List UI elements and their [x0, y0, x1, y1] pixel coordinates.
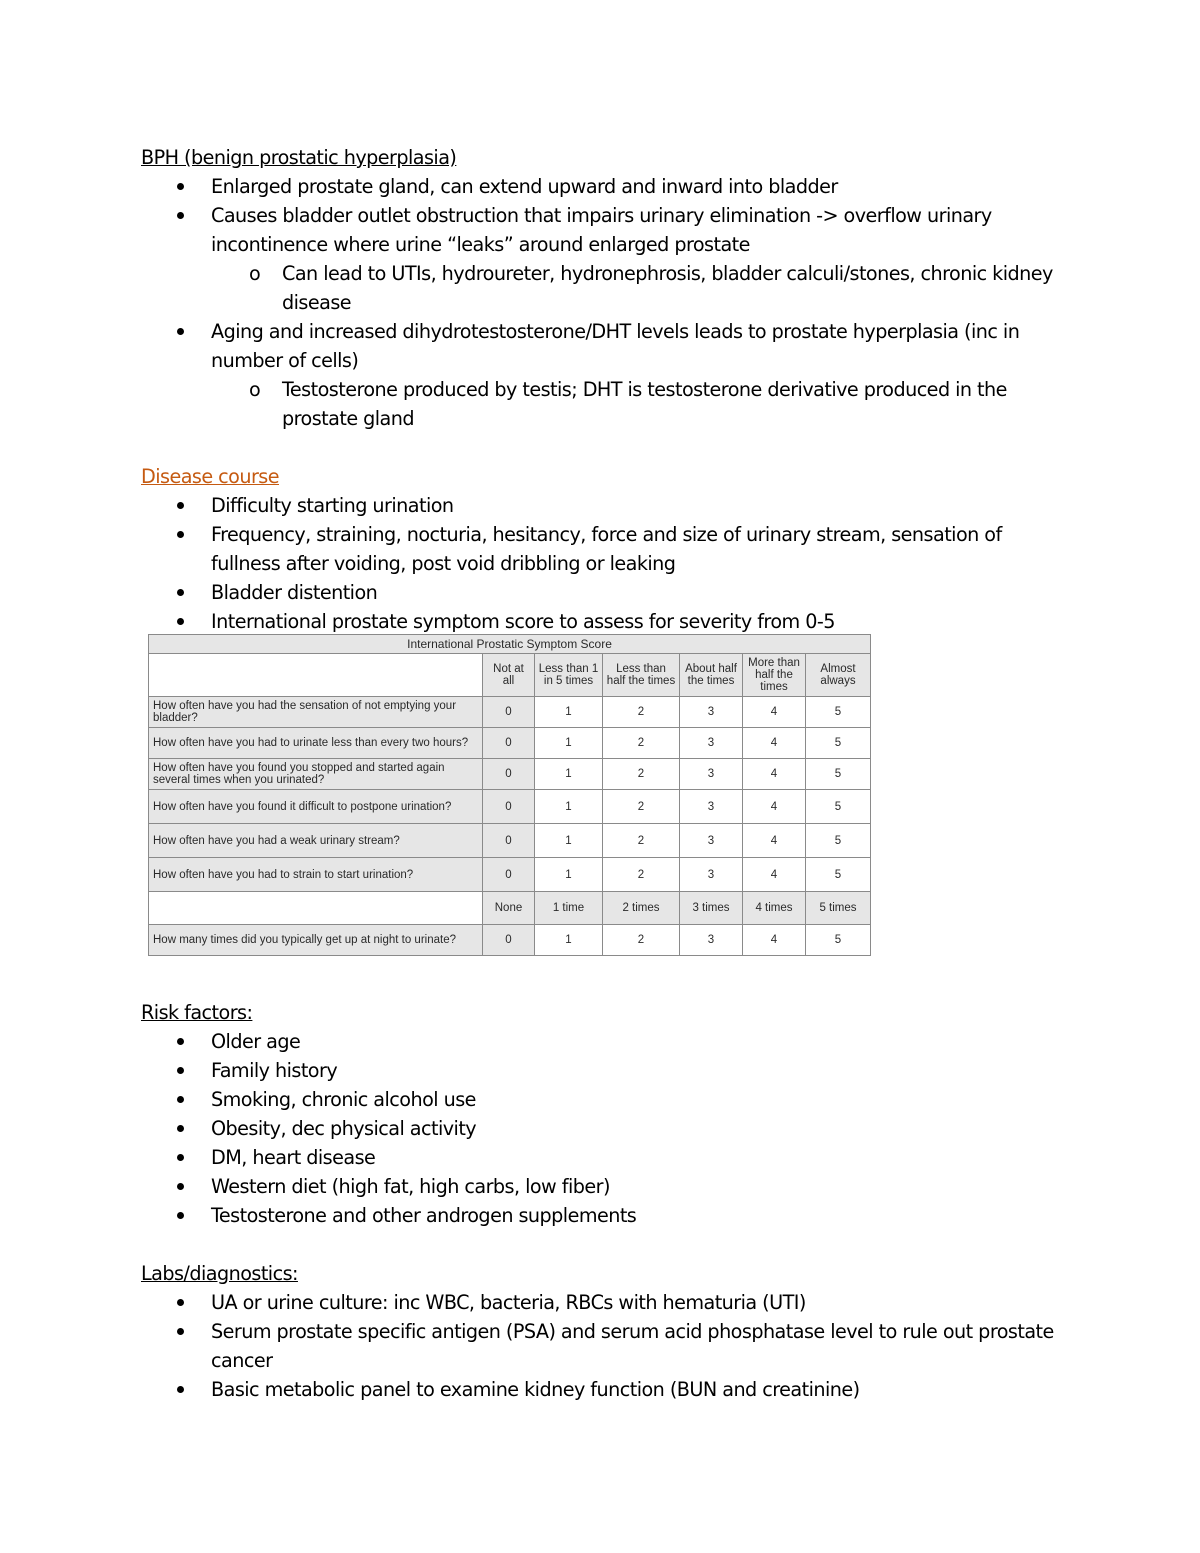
score-cell: 2: [603, 925, 680, 956]
score-cell: 3: [680, 697, 743, 728]
score-cell: 5: [806, 925, 871, 956]
ipss-table: [148, 634, 871, 956]
table-row: [149, 728, 871, 759]
table-row: [149, 697, 871, 728]
sub-list-item: o Testosterone produced by testis; DHT is testosterone derivative produced in the prostate gland: [141, 375, 1071, 433]
list-item: Basic metabolic panel to examine kidney function (BUN and creatinine): [141, 1375, 1071, 1404]
score-cell: 3: [680, 824, 743, 858]
score-cell: 2: [603, 790, 680, 824]
table-row: [149, 925, 871, 956]
score-cell: 4: [743, 728, 806, 759]
sub-list-item: o Can lead to UTIs, hydroureter, hydronephrosis, bladder calculi/stones, chronic kidney disease: [141, 259, 1071, 317]
column-header: 4 times: [743, 892, 806, 925]
list-item: DM, heart disease: [141, 1143, 1071, 1172]
list-item: Bladder distention: [141, 578, 1071, 607]
column-header: 1 time: [535, 892, 603, 925]
list-item: Causes bladder outlet obstruction that impairs urinary elimination -> overflow urinary incontinence where urine “leaks” around enlarged prostate: [141, 201, 1071, 259]
score-cell: 5: [806, 824, 871, 858]
list-item: Smoking, chronic alcohol use: [141, 1085, 1071, 1114]
list-item: UA or urine culture: inc WBC, bacteria, RBCs with hematuria (UTI): [141, 1288, 1071, 1317]
score-cell: 1: [535, 925, 603, 956]
score-cell: 3: [680, 759, 743, 790]
score-cell: 1: [535, 759, 603, 790]
score-cell: 0: [483, 925, 535, 956]
document-body: [141, 143, 1071, 636]
column-header: About half the times: [680, 654, 743, 697]
list-item: Testosterone and other androgen supplements: [141, 1201, 1071, 1230]
list-item: Difficulty starting urination: [141, 491, 1071, 520]
score-cell: 1: [535, 728, 603, 759]
table-row: [149, 790, 871, 824]
question-cell: How often have you had the sensation of not emptying your bladder?: [149, 697, 483, 728]
ipss-header-row: [149, 654, 871, 697]
labs-list: [141, 1288, 1071, 1404]
risk-factors-list: [141, 1027, 1071, 1230]
score-cell: 0: [483, 858, 535, 892]
risk-factors-heading: Risk factors:: [141, 1001, 253, 1024]
column-header: 5 times: [806, 892, 871, 925]
score-cell: 2: [603, 697, 680, 728]
score-cell: 3: [680, 790, 743, 824]
score-cell: 2: [603, 728, 680, 759]
column-header: Less than 1 in 5 times: [535, 654, 603, 697]
list-item: Serum prostate specific antigen (PSA) and serum acid phosphatase level to rule out prostate cancer: [141, 1317, 1071, 1375]
score-cell: 4: [743, 790, 806, 824]
score-cell: 4: [743, 824, 806, 858]
score-cell: 1: [535, 858, 603, 892]
bph-list: [141, 172, 1071, 433]
score-cell: 2: [603, 759, 680, 790]
score-cell: 1: [535, 790, 603, 824]
score-cell: 2: [603, 824, 680, 858]
column-header: Almost always: [806, 654, 871, 697]
score-cell: 5: [806, 790, 871, 824]
table-row: [149, 858, 871, 892]
column-header: None: [483, 892, 535, 925]
table-row: [149, 759, 871, 790]
list-item: Western diet (high fat, high carbs, low fiber): [141, 1172, 1071, 1201]
score-cell: 4: [743, 925, 806, 956]
score-cell: 3: [680, 728, 743, 759]
question-cell: How often have you found you stopped and started again several times when you urinated?: [149, 759, 483, 790]
table-row: [149, 824, 871, 858]
list-item: Enlarged prostate gland, can extend upward and inward into bladder: [141, 172, 1071, 201]
bph-heading: BPH (benign prostatic hyperplasia): [141, 146, 457, 169]
disease-course-heading[interactable]: Disease course: [141, 465, 280, 488]
score-cell: 1: [535, 824, 603, 858]
score-cell: 0: [483, 824, 535, 858]
question-cell: How many times did you typically get up at night to urinate?: [149, 925, 483, 956]
list-item: Aging and increased dihydrotestosterone/DHT levels leads to prostate hyperplasia (inc in number of cells): [141, 317, 1071, 375]
score-cell: 5: [806, 858, 871, 892]
column-header: Not at all: [483, 654, 535, 697]
list-item: Older age: [141, 1027, 1071, 1056]
score-cell: 5: [806, 697, 871, 728]
score-cell: 0: [483, 759, 535, 790]
ipss-title: International Prostatic Symptom Score: [149, 635, 871, 654]
document-body-lower: [141, 998, 1071, 1404]
question-cell: How often have you had to strain to start urination?: [149, 858, 483, 892]
score-cell: 5: [806, 759, 871, 790]
score-cell: 0: [483, 728, 535, 759]
column-header: 3 times: [680, 892, 743, 925]
score-cell: 5: [806, 728, 871, 759]
list-item: Family history: [141, 1056, 1071, 1085]
score-cell: 3: [680, 858, 743, 892]
nocturia-header-row: [149, 892, 871, 925]
labs-heading: Labs/diagnostics:: [141, 1262, 298, 1285]
list-item: International prostate symptom score to assess for severity from 0-5: [141, 607, 1071, 636]
question-cell: How often have you found it difficult to postpone urination?: [149, 790, 483, 824]
list-item: Frequency, straining, nocturia, hesitancy, force and size of urinary stream, sensation of fullness after voiding, post void dribbling or leaking: [141, 520, 1071, 578]
score-cell: 4: [743, 759, 806, 790]
question-cell: How often have you had to urinate less than every two hours?: [149, 728, 483, 759]
score-cell: 4: [743, 858, 806, 892]
score-cell: 0: [483, 790, 535, 824]
column-header: 2 times: [603, 892, 680, 925]
column-header: More than half the times: [743, 654, 806, 697]
score-cell: 2: [603, 858, 680, 892]
list-item: Obesity, dec physical activity: [141, 1114, 1071, 1143]
score-cell: 0: [483, 697, 535, 728]
score-cell: 4: [743, 697, 806, 728]
score-cell: 1: [535, 697, 603, 728]
question-cell: How often have you had a weak urinary stream?: [149, 824, 483, 858]
column-header: Less than half the times: [603, 654, 680, 697]
disease-course-list: [141, 491, 1071, 636]
score-cell: 3: [680, 925, 743, 956]
